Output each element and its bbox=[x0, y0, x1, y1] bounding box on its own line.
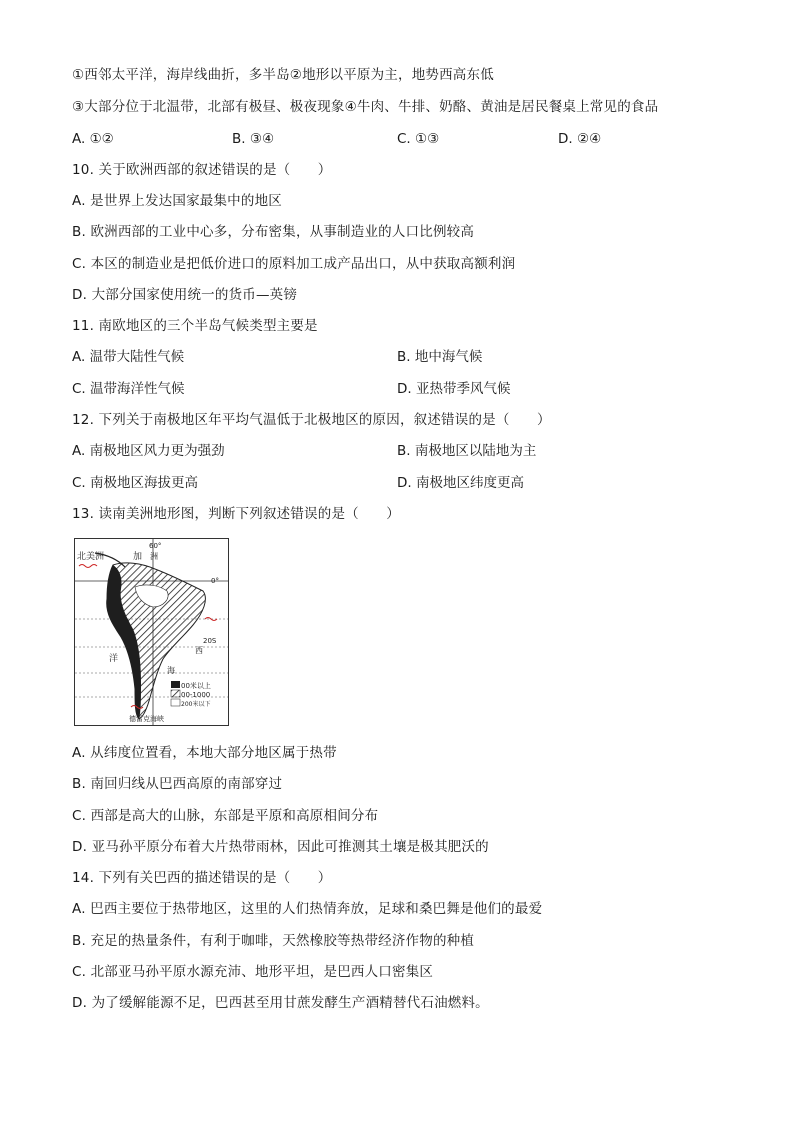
coast-marker bbox=[79, 565, 97, 568]
label-caribbean: 加 bbox=[133, 552, 143, 562]
legend-high: 00米以上 bbox=[181, 682, 211, 690]
q13-option-c[interactable]: C. 西部是高大的山脉，东部是平原和高原相间分布 bbox=[72, 808, 379, 824]
south-america-terrain-map bbox=[74, 538, 229, 726]
q14-option-c[interactable]: C. 北部亚马孙平原水源充沛、地形平坦，是巴西人口密集区 bbox=[72, 964, 434, 980]
label-sea: 海 bbox=[167, 666, 175, 675]
q10-option-c[interactable]: C. 本区的制造业是把低价进口的原料加工成产品出口，从中获取高额利润 bbox=[72, 256, 516, 272]
legend-mid: 00-1000 bbox=[181, 691, 211, 699]
label-longitude: 60° bbox=[149, 542, 162, 550]
q13-option-d[interactable]: D. 亚马孙平原分布着大片热带雨林，因此可推测其土壤是极其肥沃的 bbox=[72, 839, 489, 855]
q14-stem: 14. 下列有关巴西的描述错误的是（ ） bbox=[72, 870, 332, 886]
label-tropic: 20S bbox=[203, 637, 217, 645]
label-north-america: 北美洲 bbox=[77, 552, 105, 562]
q9-option-a[interactable]: A. ①② bbox=[72, 131, 114, 147]
q9-option-b[interactable]: B. ③④ bbox=[232, 131, 275, 147]
q11-stem: 11. 南欧地区的三个半岛气候类型主要是 bbox=[72, 318, 318, 334]
q9-option-d[interactable]: D. ②④ bbox=[558, 131, 602, 147]
label-west: 西 bbox=[195, 646, 203, 655]
q13-option-a[interactable]: A. 从纬度位置看，本地大部分地区属于热带 bbox=[72, 745, 337, 761]
label-drake-passage: 德雷克海峡 bbox=[129, 715, 164, 723]
legend-swatch-mid bbox=[171, 690, 180, 697]
q12-option-b[interactable]: B. 南极地区以陆地为主 bbox=[397, 443, 537, 459]
q10-option-d[interactable]: D. 大部分国家使用统一的货币—英镑 bbox=[72, 287, 298, 303]
q9-option-c[interactable]: C. ①③ bbox=[397, 131, 440, 147]
q11-option-a[interactable]: A. 温带大陆性气候 bbox=[72, 349, 185, 365]
label-ocean: 洋 bbox=[109, 654, 119, 664]
q9-statement-1-2: ①西邻太平洋，海岸线曲折，多半岛②地形以平原为主，地势西高东低 bbox=[72, 67, 494, 83]
legend-swatch-low bbox=[171, 699, 180, 706]
q11-option-c[interactable]: C. 温带海洋性气候 bbox=[72, 381, 185, 397]
label-zhou: 洲 bbox=[150, 552, 158, 561]
q12-option-c[interactable]: C. 南极地区海拔更高 bbox=[72, 475, 199, 491]
q10-option-a[interactable]: A. 是世界上发达国家最集中的地区 bbox=[72, 193, 282, 209]
legend-low: 200米以下 bbox=[181, 701, 211, 708]
q12-stem: 12. 下列关于南极地区年平均气温低于北极地区的原因，叙述错误的是（ ） bbox=[72, 412, 551, 428]
q14-option-b[interactable]: B. 充足的热量条件，有利于咖啡，天然橡胶等热带经济作物的种植 bbox=[72, 933, 475, 949]
q13-option-b[interactable]: B. 南回归线从巴西高原的南部穿过 bbox=[72, 776, 283, 792]
q14-option-a[interactable]: A. 巴西主要位于热带地区，这里的人们热情奔放，足球和桑巴舞是他们的最爱 bbox=[72, 901, 543, 917]
q11-option-d[interactable]: D. 亚热带季风气候 bbox=[397, 381, 511, 397]
q10-option-b[interactable]: B. 欧洲西部的工业中心多，分布密集，从事制造业的人口比例较高 bbox=[72, 224, 475, 240]
q11-option-b[interactable]: B. 地中海气候 bbox=[397, 349, 483, 365]
label-equator: 0° bbox=[211, 577, 219, 585]
q13-stem: 13. 读南美洲地形图，判断下列叙述错误的是（ ） bbox=[72, 506, 400, 522]
legend-swatch-high bbox=[171, 681, 180, 688]
q12-option-d[interactable]: D. 南极地区纬度更高 bbox=[397, 475, 524, 491]
q12-option-a[interactable]: A. 南极地区风力更为强劲 bbox=[72, 443, 225, 459]
q10-stem: 10. 关于欧洲西部的叙述错误的是（ ） bbox=[72, 162, 332, 178]
q14-option-d[interactable]: D. 为了缓解能源不足，巴西甚至用甘蔗发酵生产酒精替代石油燃料。 bbox=[72, 995, 489, 1011]
q9-statement-3-4: ③大部分位于北温带，北部有极昼、极夜现象④牛肉、牛排、奶酪、黄油是居民餐桌上常见的食品 bbox=[72, 99, 659, 115]
